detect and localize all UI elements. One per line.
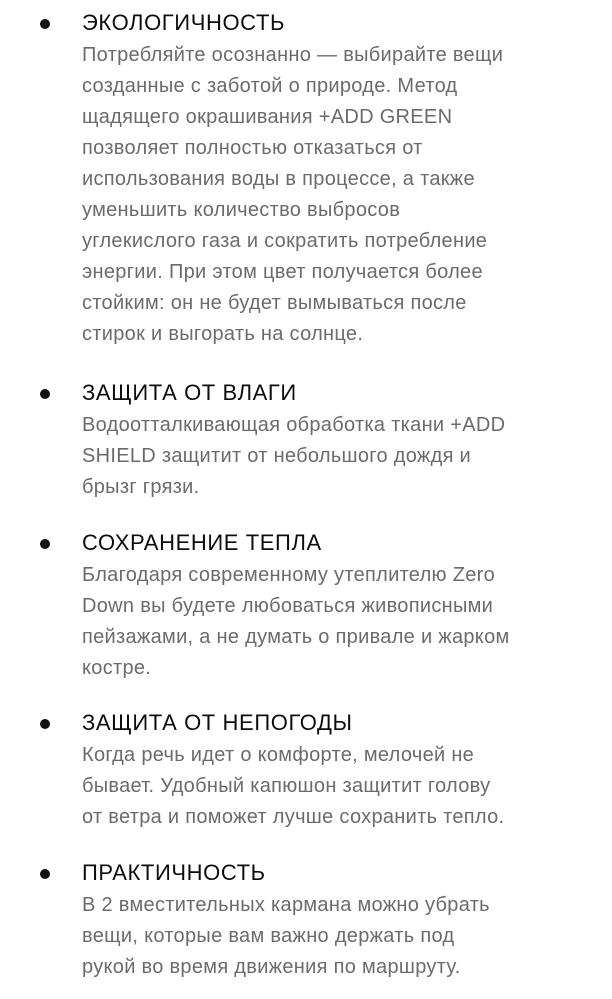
description-line: бывает. Удобный капюшон защитит голову [82, 775, 491, 797]
description-line: костре. [82, 657, 152, 679]
description-line: углекислого газа и сократить потребление [82, 230, 488, 252]
feature-description [82, 410, 592, 503]
description-line: вещи, которые вам важно держать под [82, 925, 455, 947]
bullet-icon [40, 389, 50, 399]
description-line: Благодаря современному утеплителю Zero [82, 564, 496, 586]
feature-description [82, 560, 592, 684]
bullet-icon [40, 719, 50, 729]
bullet-icon [40, 19, 50, 29]
description-line: В 2 вместительных кармана можно убрать [82, 894, 490, 916]
feature-description [82, 740, 592, 833]
feature-description [82, 40, 592, 350]
description-line: стойким: он не будет вымываться после [82, 292, 467, 314]
description-line: Водоотталкивающая обработка ткани +ADD [82, 414, 506, 436]
description-line: пейзажами, а не думать о привале и жарком [82, 626, 510, 648]
feature-title: ПРАКТИЧНОСТЬ [82, 860, 266, 885]
description-line: использования воды в процессе, а также [82, 168, 475, 190]
bullet-icon [40, 539, 50, 549]
feature-description [82, 890, 592, 983]
feature-title: ЗАЩИТА ОТ ВЛАГИ [82, 380, 297, 405]
description-line: SHIELD защитит от небольшого дождя и [82, 445, 472, 467]
description-line: позволяет полностью отказаться от [82, 137, 423, 159]
description-line: уменьшить количество выбросов [82, 199, 401, 221]
description-line: рукой во время движения по маршруту. [82, 956, 461, 978]
description-line: от ветра и поможет лучше сохранить тепло. [82, 806, 505, 828]
description-line: Когда речь идет о комфорте, мелочей не [82, 744, 475, 766]
feature-title: ЗАЩИТА ОТ НЕПОГОДЫ [82, 710, 353, 735]
bullet-icon [40, 869, 50, 879]
description-line: стирок и выгорать на солнце. [82, 323, 364, 345]
feature-title: ЭКОЛОГИЧНОСТЬ [82, 10, 286, 35]
description-line: Down вы будете любоваться живописными [82, 595, 494, 617]
description-line: энергии. При этом цвет получается более [82, 261, 483, 283]
description-line: Потребляйте осознанно — выбирайте вещи [82, 44, 504, 66]
description-line: созданные с заботой о природе. Метод [82, 75, 458, 97]
description-line: щадящего окрашивания +ADD GREEN [82, 106, 453, 128]
feature-title: СОХРАНЕНИЕ ТЕПЛА [82, 530, 322, 555]
description-line: брызг грязи. [82, 476, 200, 498]
